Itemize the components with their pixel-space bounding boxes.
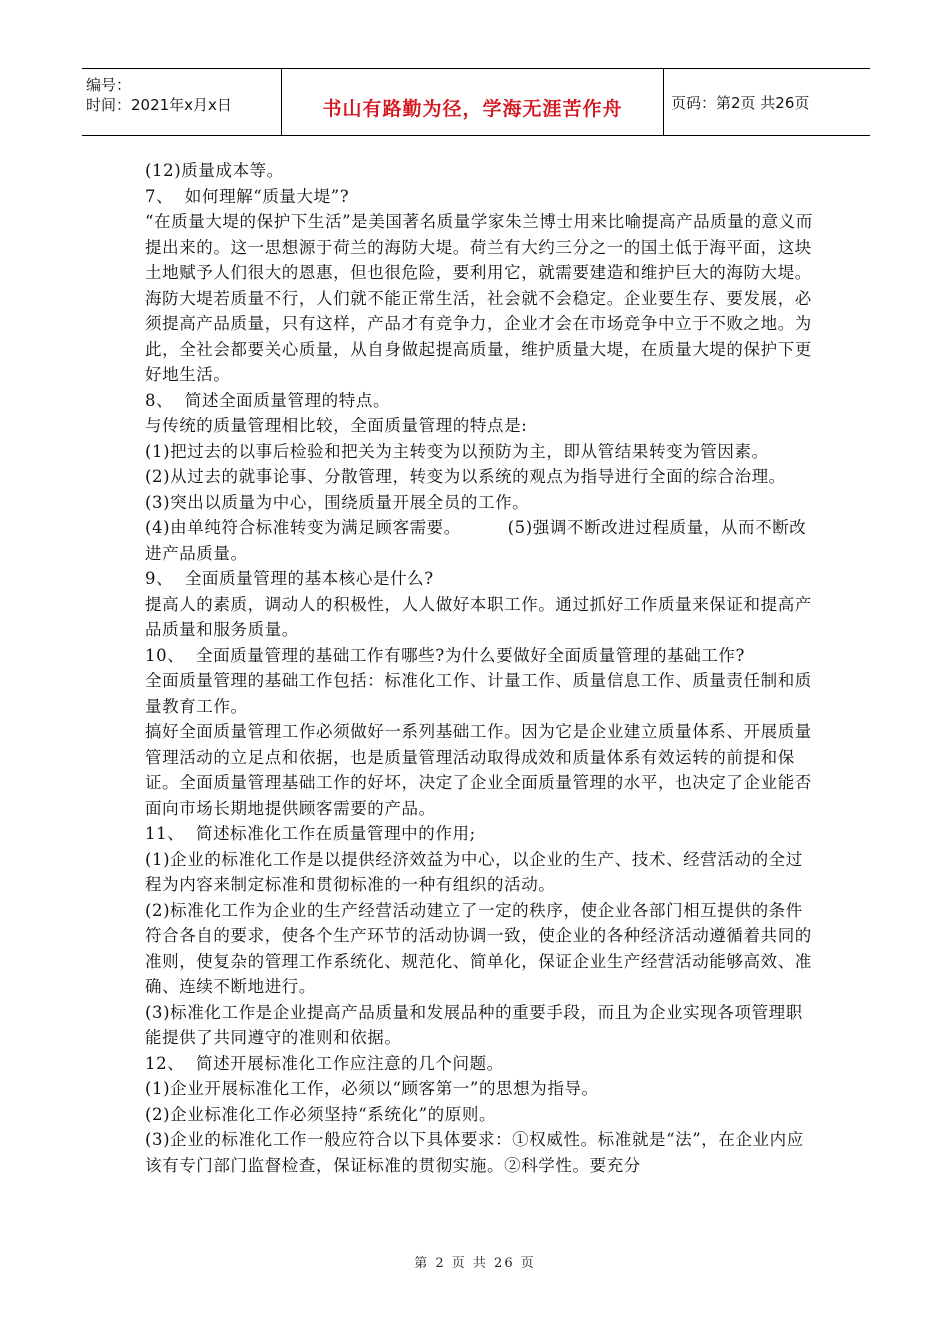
paragraph: (1)企业的标准化工作是以提供经济效益为中心，以企业的生产、技术、经营活动的全过程为内容来制定标准和贯彻标准的一种有组织的活动。 [145,849,803,894]
paragraph: 与传统的质量管理相比较，全面质量管理的特点是: [145,416,528,435]
question-heading: 9、 全面质量管理的基本核心是什么? [145,569,434,588]
question-heading: 10、 全面质量管理的基础工作有哪些?为什么要做好全面质量管理的基础工作? [145,645,745,665]
paragraph: (1)把过去的以事后检验和把关为主转变为以预防为主，即从管结果转变为管因素。 [145,441,769,461]
document-header [82,68,870,136]
paragraph: 搞好全面质量管理工作必须做好一系列基础工作。因为它是企业建立质量体系、开展质量管理活动的立足点和依据，也是质量管理活动取得成效和质量体系有效运转的前提和保证。全面质量管理基础工作的好坏，决定了企业全面质量管理的水平，也决定了企业能否面向市场长期地提供顾客需要的产品。 [145,722,812,818]
date-label: 时间：2021年x月x日 [86,96,232,114]
serial-number-label: 编号： [86,76,132,94]
paragraph: (3)企业的标准化工作一般应符合以下具体要求：①权威性。标准就是“法”，在企业内应该有专门部门监督检查，保证标准的贯彻实施。②科学性。要充分 [145,1130,804,1175]
paragraph: (12)质量成本等。 [145,161,284,180]
paragraph: 全面质量管理的基础工作包括：标准化工作、计量工作、质量信息工作、质量责任制和质量教育工作。 [145,671,812,716]
paragraph: (4)由单纯符合标准转变为满足顾客需要。 (5)强调不断改进过程质量，从而不断改进产品质量。 [145,518,807,563]
paragraph: (2)标准化工作为企业的生产经营活动建立了一定的秩序，使企业各部门相互提供的条件符合各自的要求，使各个生产环节的活动协调一致，使企业的各种经济活动遵循着共同的准则，使复杂的管理工作系统化、规范化、简单化，保证企业生产经营活动能够高效、准确、连续不断地进行。 [145,900,812,996]
question-heading: 11、 简述标准化工作在质量管理中的作用; [145,824,476,843]
document-body [145,158,815,1178]
header-motto-cell [282,69,664,135]
motto-text: 书山有路勤为径，学海无涯苦作舟 [322,97,623,120]
footer-page-number: 第 2 页 共 26 页 [414,1256,536,1271]
paragraph: “在质量大堤的保护下生活”是美国著名质量学家朱兰博士用来比喻提高产品质量的意义而提出来的。这一思想源于荷兰的海防大堤。荷兰有大约三分之一的国土低于海平面，这块土地赋予人们很大的恩惠，但也很危险，要利用它，就需要建造和维护巨大的海防大堤。海防大堤若质量不行，人们就不能正常生活，社会就不会稳定。企业要生存、要发展，必须提高产品质量，只有这样，产品才有竞争力，企业才会在市场竞争中立于不败之地。为此，全社会都要关心质量，从自身做起提高质量，维护质量大堤，在质量大堤的保护下更好地生活。 [145,212,813,384]
question-heading: 12、 简述开展标准化工作应注意的几个问题。 [145,1053,504,1073]
paragraph: (2)从过去的就事论事、分散管理，转变为以系统的观点为指导进行全面的综合治理。 [145,467,786,486]
header-page-cell [664,69,870,135]
question-heading: 7、 如何理解“质量大堤”? [145,186,350,206]
paragraph: 提高人的素质，调动人的积极性，人人做好本职工作。通过抓好工作质量来保证和提高产品质量和服务质量。 [145,594,812,639]
paragraph: (1)企业开展标准化工作，必须以“顾客第一”的思想为指导。 [145,1079,599,1098]
question-heading: 8、 简述全面质量管理的特点。 [145,390,391,410]
paragraph: (3)突出以质量为中心，围绕质量开展全员的工作。 [145,492,530,512]
header-meta-cell [82,69,282,135]
paragraph: (2)企业标准化工作必须坚持“系统化”的原则。 [145,1104,497,1124]
page-footer [0,1252,950,1271]
page-info: 页码：第2页 共26页 [671,93,810,112]
paragraph: (3)标准化工作是企业提高产品质量和发展品种的重要手段，而且为企业实现各项管理职能提供了共同遵守的准则和依据。 [145,1002,803,1047]
